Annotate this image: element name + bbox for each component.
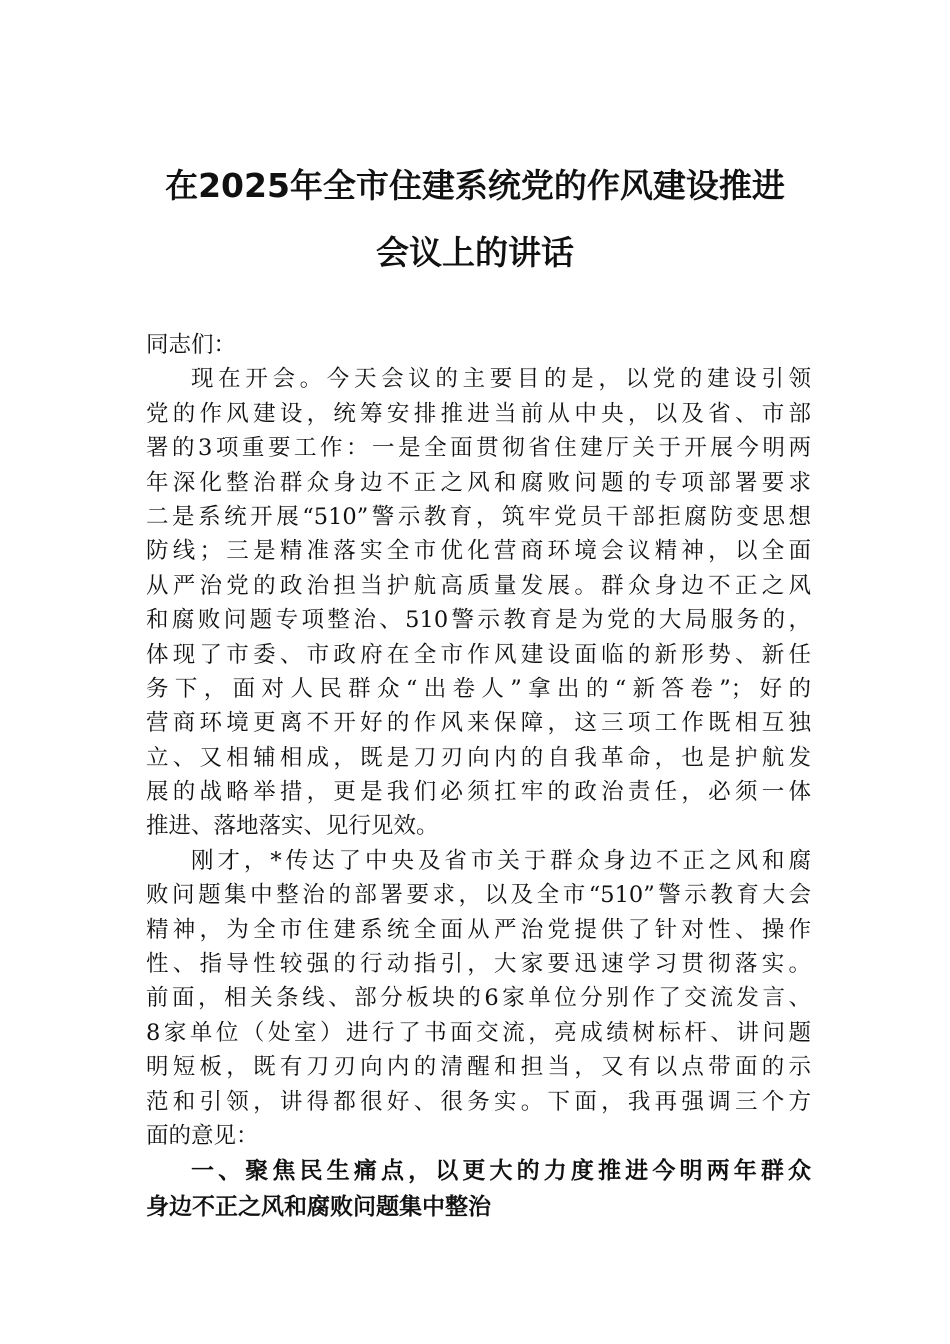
section-heading-1 [146,1153,811,1225]
paragraph-1 [146,362,811,843]
heading-line: 身边不正之风和腐败问题集中整治 [146,1194,491,1221]
paragraph-line: 年深化整治群众身边不正之风和腐败问题的专项部署要求 [146,469,811,496]
paragraph-line: 精神，为全市住建系统全面从严治党提供了针对性、操作 [146,916,811,943]
heading-line: 一、聚焦民生痛点，以更大的力度推进今明两年群众 [191,1158,811,1185]
paragraph-2 [146,844,811,1154]
paragraph-line: 前面，相关条线、部分板块的6家单位分别作了交流发言、 [146,985,811,1012]
paragraph-line: 面的意见： [146,1122,259,1149]
paragraph-line: 展的战略举措，更是我们必须扛牢的政治责任，必须一体 [146,779,811,806]
paragraph-line: 刚才，*传达了中央及省市关于群众身边不正之风和腐 [191,847,811,874]
paragraph-line: 体现了市委、市政府在全市作风建设面临的新形势、新任 [146,641,811,668]
paragraph-line: 8家单位（处室）进行了书面交流，亮成绩树标杆、讲问题 [146,1019,811,1046]
paragraph-line: 营商环境更离不开好的作风来保障，这三项工作既相互独 [146,710,811,737]
paragraph-line: 现在开会。今天会议的主要目的是，以党的建设引领 [191,366,811,393]
paragraph-line: 明短板，既有刀刃向内的清醒和担当，又有以点带面的示 [146,1054,811,1081]
paragraph-line: 防线；三是精准落实全市优化营商环境会议精神，以全面 [146,538,811,565]
paragraph-line: 党的作风建设，统筹安排推进当前从中央，以及省、市部 [146,400,811,427]
document-title-line-2: 会议上的讲话 [376,233,574,272]
paragraph-line: 推进、落地落实、见行见效。 [146,813,439,840]
document-body [146,328,811,1225]
paragraph-line: 二是系统开展“510”警示教育，筑牢党员干部拒腐防变思想 [146,503,811,530]
paragraph-line: 和腐败问题专项整治、510警示教育是为党的大局服务的， [146,607,811,634]
document-title-line-1: 在2025年全市住建系统党的作风建设推进 [165,166,785,205]
paragraph-line: 范和引领，讲得都很好、很务实。下面，我再强调三个方 [146,1088,811,1115]
paragraph-line: 败问题集中整治的部署要求，以及全市“510”警示教育大会 [146,882,811,909]
paragraph-line: 务下，面对人民群众“出卷人”拿出的“新答卷”；好的 [146,675,811,702]
paragraph-line: 从严治党的政治担当护航高质量发展。群众身边不正之风 [146,572,811,599]
paragraph-line: 立、又相辅相成，既是刀刃向内的自我革命，也是护航发 [146,744,811,771]
paragraph-line: 署的3项重要工作：一是全面贯彻省住建厅关于开展今明两 [146,435,811,462]
paragraph-line: 性、指导性较强的行动指引，大家要迅速学习贯彻落实。 [146,951,811,978]
salutation: 同志们： [146,332,237,358]
